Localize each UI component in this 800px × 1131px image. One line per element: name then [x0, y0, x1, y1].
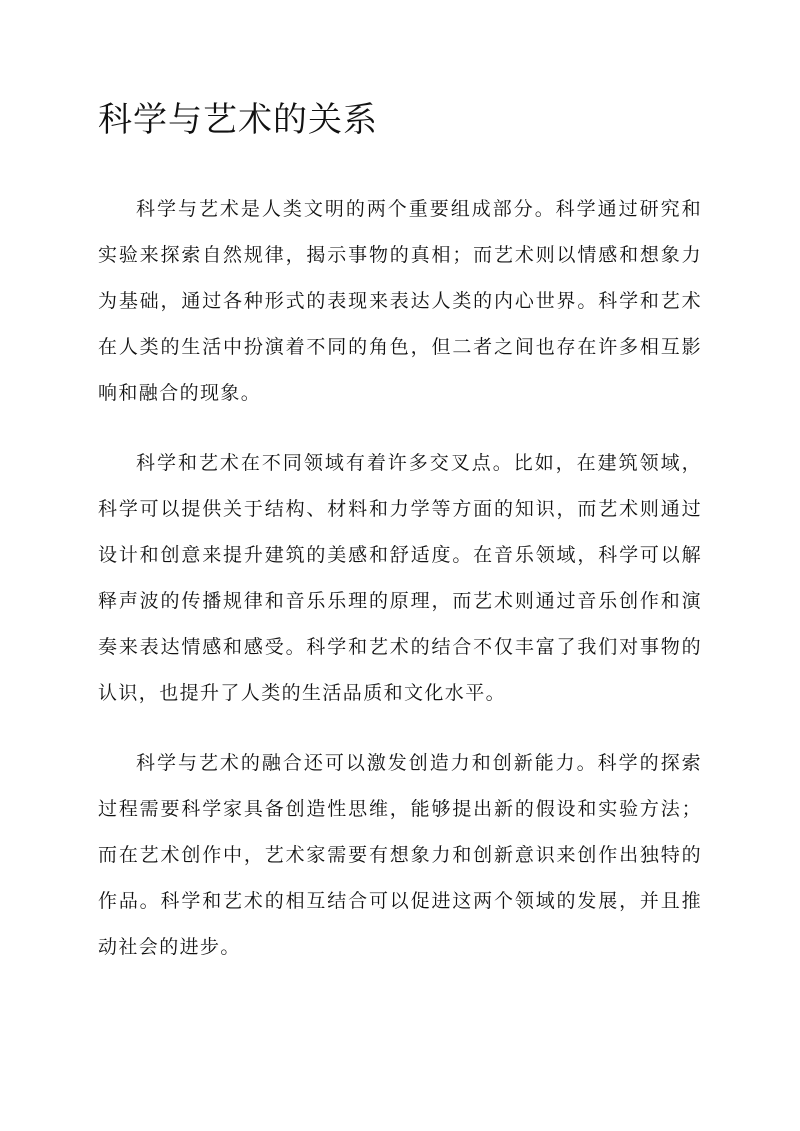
document-title: 科学与艺术的关系 — [98, 100, 378, 140]
paragraph-1: 科学与艺术是人类文明的两个重要组成部分。科学通过研究和实验来探索自然规律，揭示事物的真相；而艺术则以情感和想象力为基础，通过各种形式的表现来表达人类的内心世界。科学和艺术在人类的生活中扮演着不同的角色，但二者之间也存在许多相互影响和融合的现象。 — [98, 198, 702, 404]
paragraph-2: 科学和艺术在不同领域有着许多交叉点。比如，在建筑领域，科学可以提供关于结构、材料和力学等方面的知识，而艺术则通过设计和创意来提升建筑的美感和舒适度。在音乐领域，科学可以解释声波的传播规律和音乐乐理的原理，而艺术则通过音乐创作和演奏来表达情感和感受。科学和艺术的结合不仅丰富了我们对事物的认识，也提升了人类的生活品质和文化水平。 — [98, 452, 702, 704]
paragraph-3: 科学与艺术的融合还可以激发创造力和创新能力。科学的探索过程需要科学家具备创造性思维，能够提出新的假设和实验方法；而在艺术创作中，艺术家需要有想象力和创新意识来创作出独特的作品。科学和艺术的相互结合可以促进这两个领域的发展，并且推动社会的进步。 — [98, 752, 702, 958]
